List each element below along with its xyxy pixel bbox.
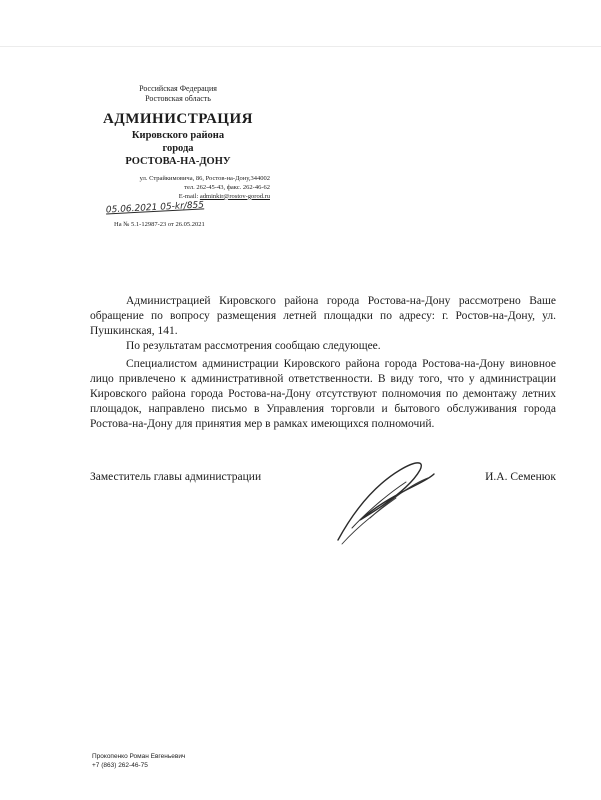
body-paragraph-1: Администрацией Кировского района города Ростова-на-Дону рассмотрено Ваше обращение по вопросу размещения летней площадки по адресу: г. Ростов-на-Дону, ул. Пушкинская, 141. [90, 295, 556, 337]
executor-phone: +7 (863) 262-46-75 [92, 762, 148, 770]
letterhead-country: Российская Федерация [139, 84, 217, 93]
outgoing-number-handwritten: 05.06.2021 05-kr/855 [105, 200, 205, 216]
letterhead-district: Кировского района [131, 129, 225, 141]
email-label: E-mail: [178, 192, 199, 200]
body-paragraph-3: Специалистом администрации Кировского района города Ростова-на-Дону виновное лицо привлечено к административной ответственности. В виду того, что у администрации Кировского района города Ростова-на-Дону отсутствуют полномочия по демонтажу летних площадок, направлено письмо в Управления торговли и бытового обслуживания города Ростова-на-Дону для принятия мер в рамках имеющихся полномочий. [90, 358, 556, 430]
letterhead-address: ул. Страйкимовича, 86, Ростов-на-Дону,344002 [139, 175, 270, 183]
letter-body [90, 294, 556, 432]
page-top-edge [0, 0, 601, 47]
letterhead-city-word: города [162, 142, 194, 154]
executor-contact [92, 752, 185, 771]
incoming-reference: На № 5.1-12987-23 от 26.05.2021 [114, 220, 205, 228]
handwritten-signature [330, 448, 440, 548]
letterhead-region: Ростовская область [145, 94, 211, 103]
letterhead-city: РОСТОВА-НА-ДОНУ [125, 156, 231, 167]
letterhead [78, 84, 278, 229]
body-paragraph-2: По результатам рассмотрения сообщаю следующее. [126, 340, 381, 352]
email-value: adminkir@rostov-gorod.ru [199, 192, 270, 200]
signatory-position: Заместитель главы администрации [90, 471, 262, 483]
letterhead-admin-title: АДМИНИСТРАЦИЯ [103, 111, 253, 127]
executor-name: Прокопенко Роман Евгеньевич [92, 753, 186, 760]
signatory-name: И.А. Семенюк [485, 471, 556, 483]
letterhead-phones: тел. 262-45-43, факс. 262-46-62 [184, 183, 270, 191]
